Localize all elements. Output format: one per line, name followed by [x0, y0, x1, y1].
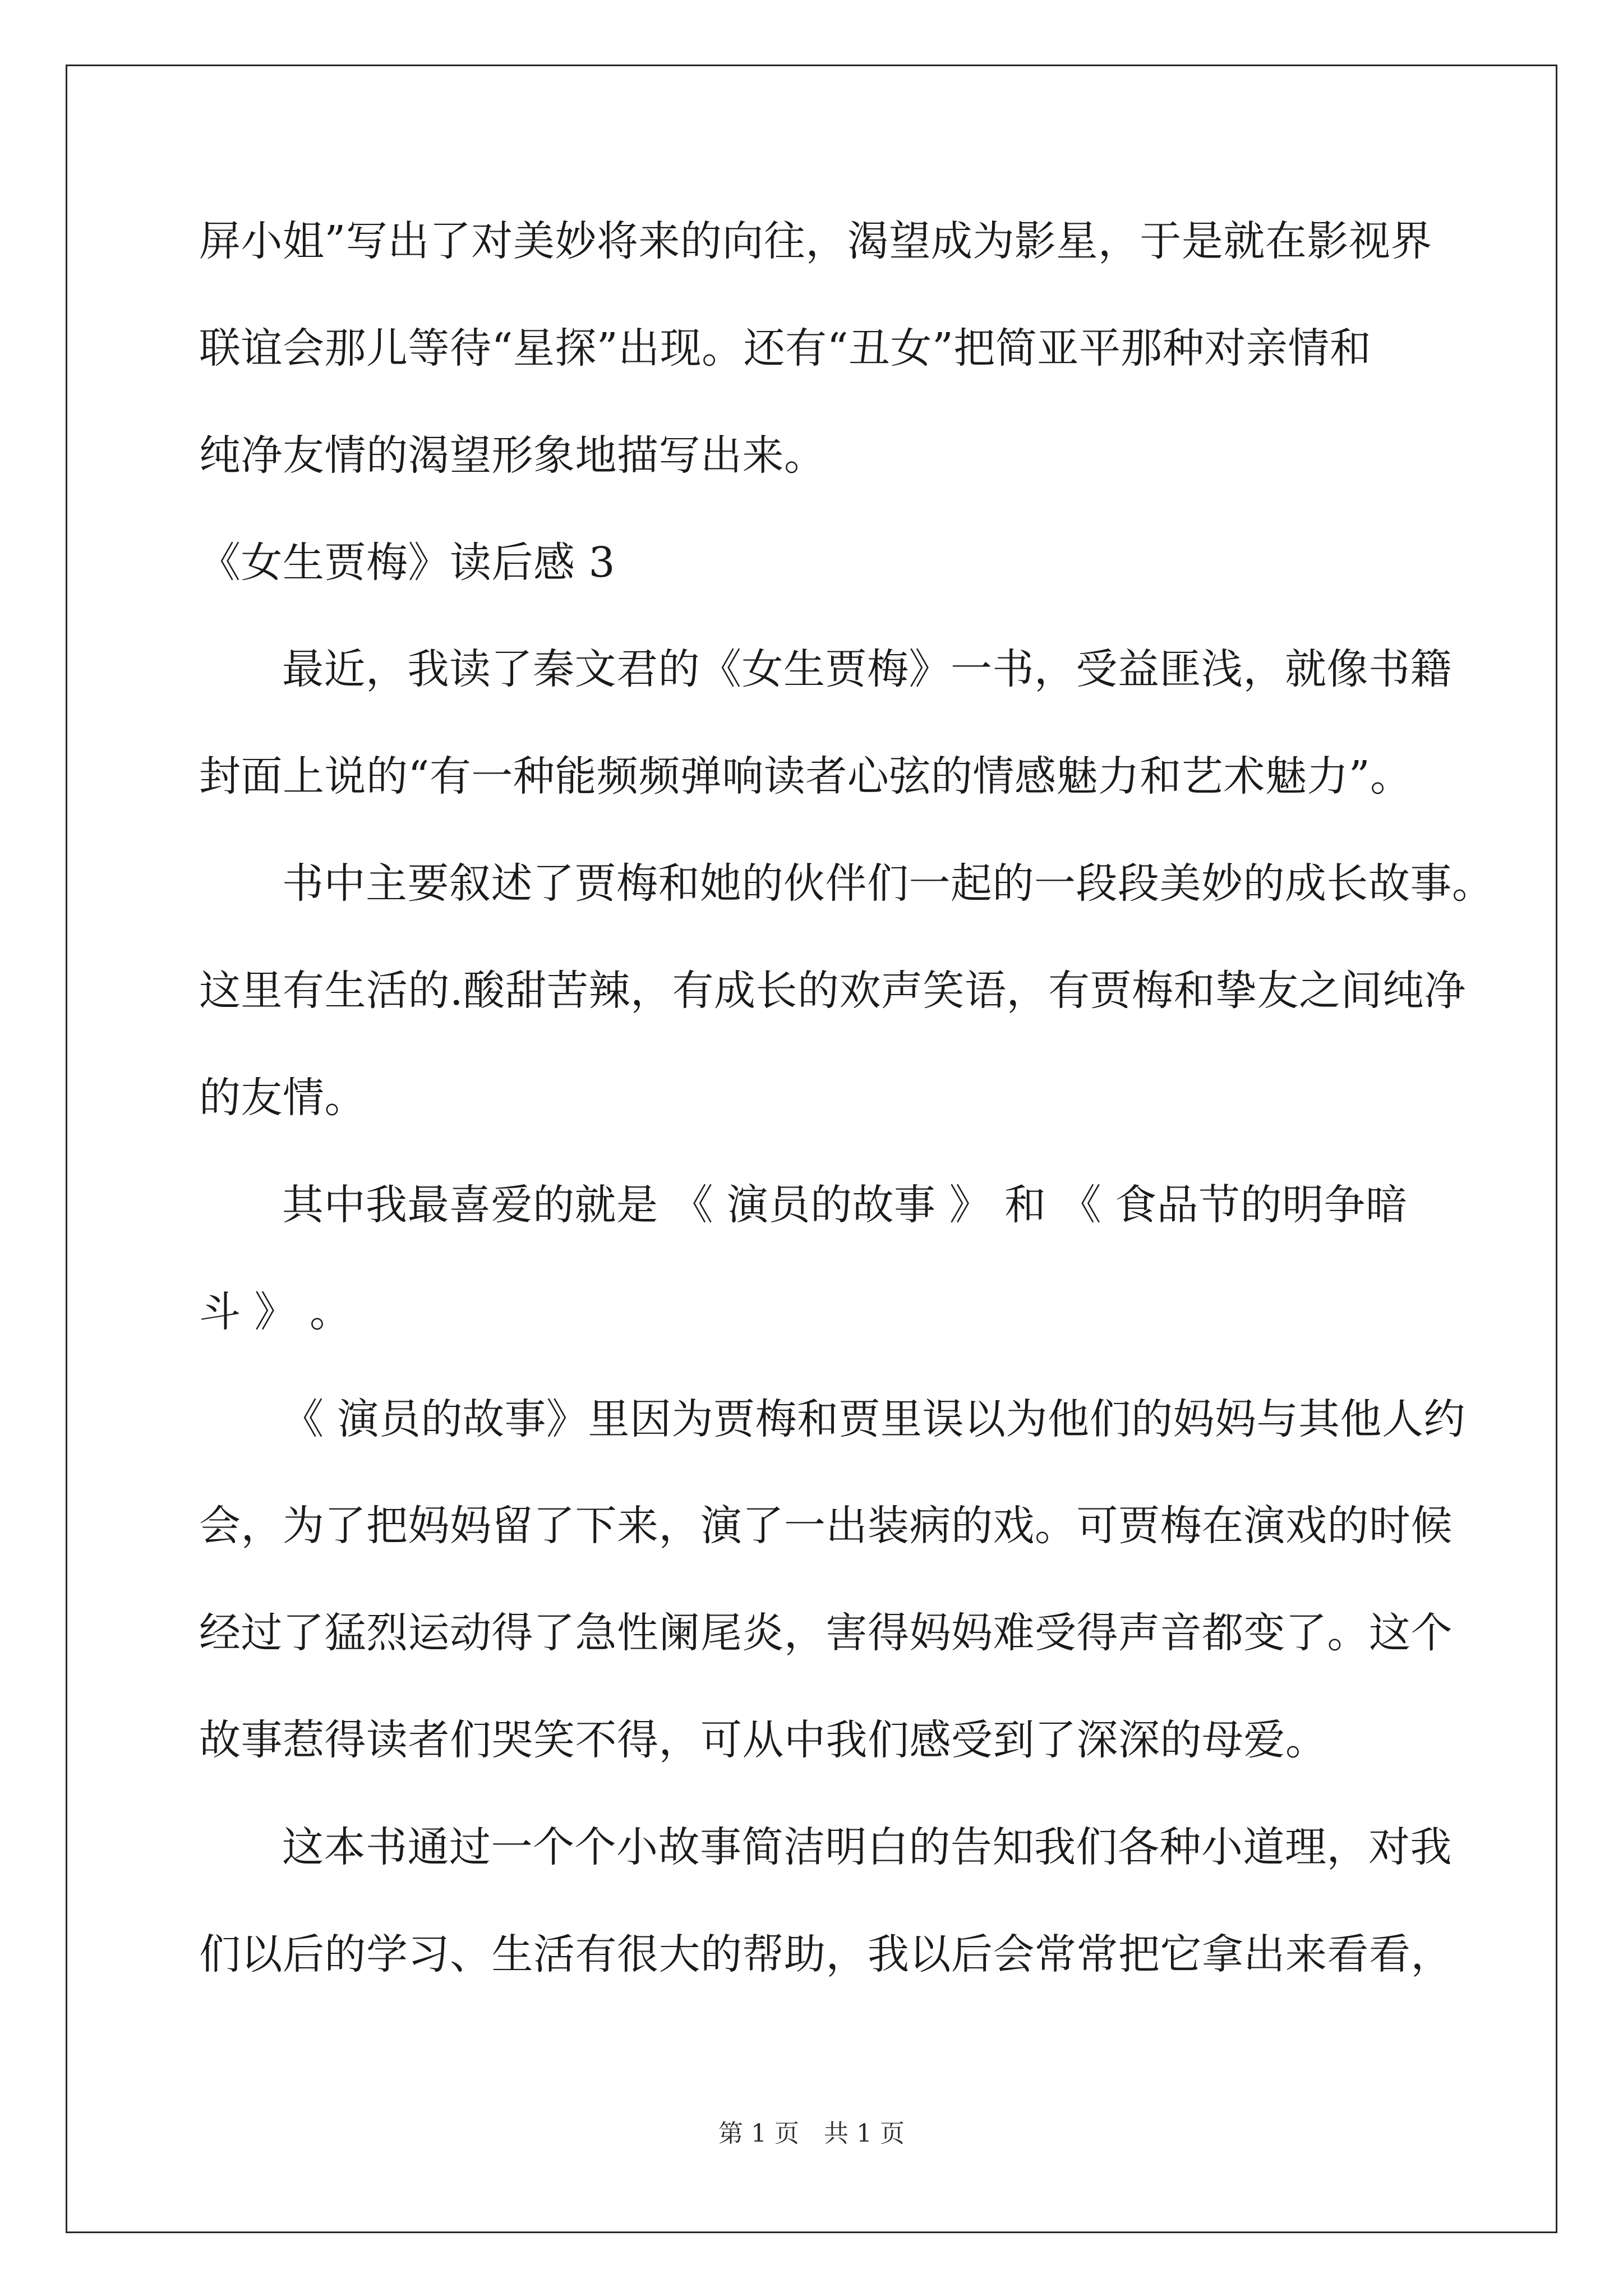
paragraph-line: 这里有生活的.酸甜苦辣，有成长的欢声笑语，有贾梅和挚友之间纯净 [199, 967, 1467, 1015]
paragraph-line: 书中主要叙述了贾梅和她的伙伴们一起的一段段美妙的成长故事。 [282, 859, 1494, 908]
paragraph-line: 的友情。 [199, 1074, 366, 1122]
paragraph-line: 封面上说的“有一种能频频弹响读者心弦的情感魅力和艺术魅力”。 [199, 752, 1412, 800]
paragraph-line: 联谊会那儿等待“星探”出现。还有“丑女”把简亚平那种对亲情和 [199, 324, 1372, 372]
paragraph-line: 纯净友情的渴望形象地描写出来。 [199, 431, 826, 480]
paragraph-line: 屏小姐”写出了对美妙将来的向往，渴望成为影星，于是就在影视界 [199, 217, 1432, 265]
paragraph-line: 这本书通过一个个小故事简洁明白的告知我们各种小道理，对我 [282, 1823, 1452, 1871]
paragraph-line: 会，为了把妈妈留了下来，演了一出装病的戏。可贾梅在演戏的时候 [199, 1502, 1453, 1550]
paragraph-line: 《 演员的故事》里因为贾梅和贾里误以为他们的妈妈与其他人约 [282, 1395, 1466, 1443]
paragraph-line: 经过了猛烈运动得了急性阑尾炎，害得妈妈难受得声音都变了。这个 [199, 1609, 1453, 1657]
paragraph-line: 故事惹得读者们哭笑不得，可从中我们感受到了深深的母爱。 [199, 1716, 1327, 1764]
paragraph-line: 其中我最喜爱的就是 《 演员的故事 》 和 《 食品节的明争暗 [282, 1181, 1408, 1229]
paragraph-line: 们以后的学习、生活有很大的帮助，我以后会常常把它拿出来看看， [199, 1930, 1453, 1978]
page-border [66, 65, 1557, 2233]
paragraph-line: 最近，我读了秦文君的《女生贾梅》一书，受益匪浅，就像书籍 [282, 645, 1452, 693]
section-heading: 《女生贾梅》读后感 3 [199, 539, 616, 587]
page-footer: 第 1 页 共 1 页 [718, 2119, 905, 2148]
paragraph-line: 斗 》 。 [199, 1288, 352, 1336]
